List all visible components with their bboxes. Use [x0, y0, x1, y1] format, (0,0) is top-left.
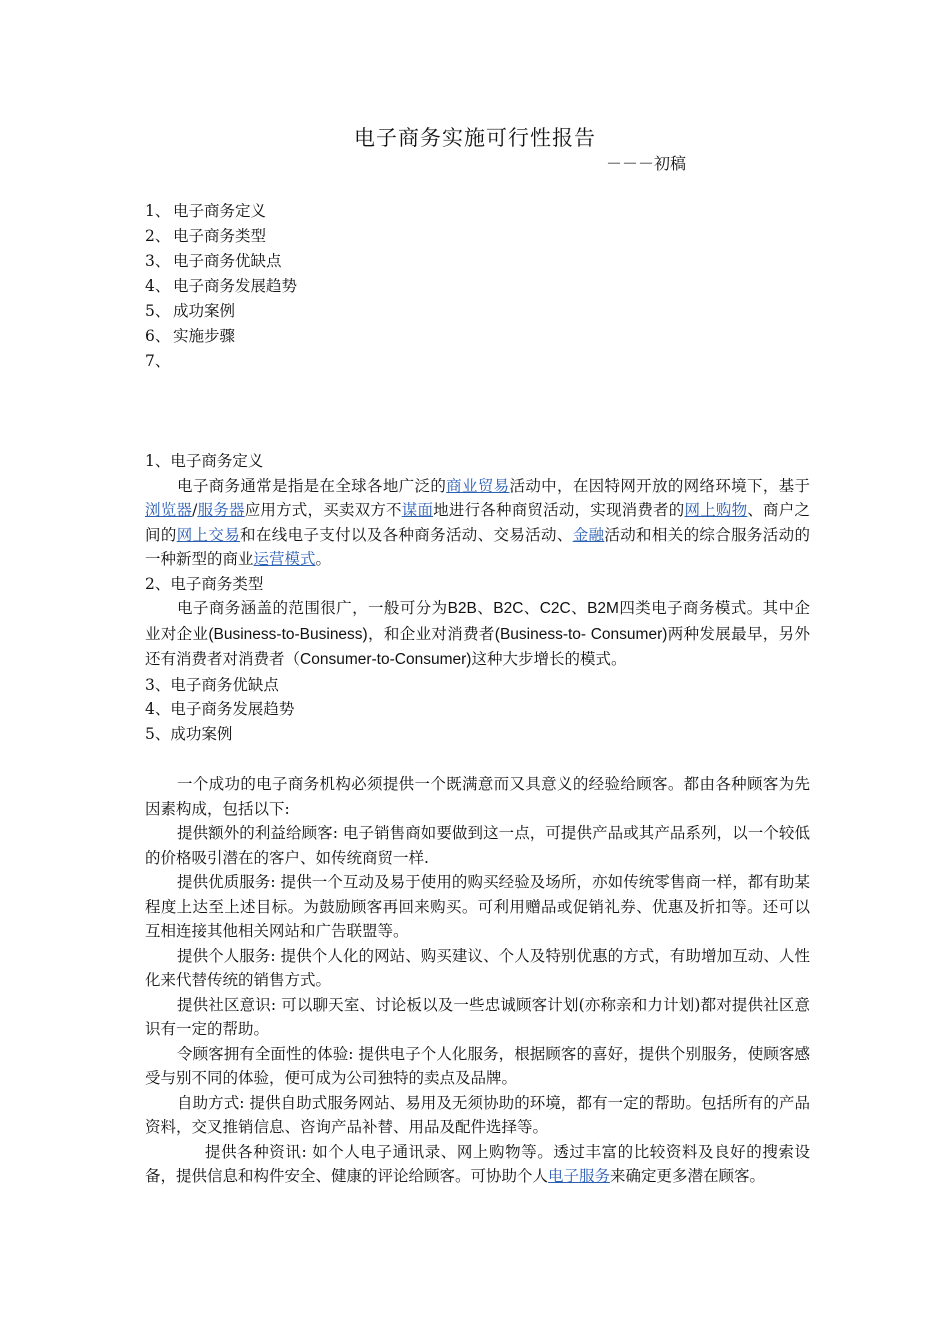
case-paragraph-self-service: 自助方式: 提供自助式服务网站、易用及无须协助的环境，都有一定的帮助。包括所有的产品资料，交叉推销信息、咨询产品补替、用品及配件选择等。: [145, 1093, 810, 1136]
section-3-heading: 3、电子商务优缺点: [145, 675, 279, 694]
link-meeting[interactable]: 谋面: [401, 501, 434, 519]
toc-item: 2、 电子商务类型: [145, 227, 267, 245]
link-finance[interactable]: 金融: [572, 525, 605, 544]
link-e-service[interactable]: 电子服务: [548, 1167, 611, 1185]
section-2-paragraph: 电子商务涵盖的范围很广，一般可分为B2B、B2C、C2C、B2M四类电子商务模式。其中企业对企业(Business-to-Business)，和企业对消费者(Business-to- Consumer)两种发展最早，另外还有消费者对消费者（Consumer-to-Consumer)这种大步增长的模式。: [145, 599, 810, 668]
section-4-heading: 4、电子商务发展趋势: [145, 700, 295, 718]
link-online-shopping[interactable]: 网上购物: [684, 501, 748, 519]
link-browser[interactable]: 浏览器: [145, 501, 193, 519]
link-business-model[interactable]: 运营模式: [253, 550, 316, 568]
document-subtitle: －－－初稿: [606, 154, 687, 173]
toc-item: 6、 实施步骤: [145, 327, 236, 345]
section-5-content: [145, 772, 810, 1189]
link-server[interactable]: 服务器: [197, 501, 245, 519]
case-paragraph-quality-service: 提供优质服务: 提供一个互动及易于使用的购买经验及场所，亦如传统零售商一样，都有助某程度上达至上述目标。为鼓励顾客再回来购买。可利用赠品或促销礼券、优惠及折扣等。还可以互相连接其他相关网站和广告联盟等。: [145, 873, 810, 940]
section-5-heading: 5、成功案例: [145, 724, 233, 743]
case-paragraph-intro: 一个成功的电子商务机构必须提供一个既满意而又具意义的经验给顾客。都由各种顾客为先因素构成，包括以下:: [145, 775, 810, 818]
link-online-trading[interactable]: 网上交易: [176, 525, 241, 544]
case-paragraph-community: 提供社区意识: 可以聊天室、讨论板以及一些忠诚顾客计划(亦称亲和力计划)都对提供社区意识有一定的帮助。: [145, 995, 810, 1038]
section-1-paragraph: 电子商务通常是指是在全球各地广泛的商业贸易活动中，在因特网开放的网络环境下，基于浏览器/服务器应用方式，买卖双方不谋面地进行各种商贸活动，实现消费者的网上购物、商户之间的网上交易和在线电子支付以及各种商务活动、交易活动、金融活动和相关的综合服务活动的一种新型的商业运营模式。: [145, 476, 810, 568]
toc-item: 5、 成功案例: [145, 302, 236, 320]
section-2-heading: 2、电子商务类型: [145, 574, 264, 593]
sections-1-2: [145, 449, 810, 746]
case-paragraph-extra-benefit: 提供额外的利益给顾客: 电子销售商如要做到这一点，可提供产品或其产品系列，以一个较低的价格吸引潜在的客户、如传统商贸一样.: [145, 824, 810, 867]
toc-item: 1、 电子商务定义: [145, 202, 267, 220]
document-title: 电子商务实施可行性报告: [354, 126, 596, 150]
case-paragraph-information: 提供各种资讯: 如个人电子通讯录、网上购物等。透过丰富的比较资料及良好的搜索设备，提供信息和构件安全、健康的评论给顾客。可协助个人电子服务来确定更多潜在顾客。: [145, 1142, 810, 1185]
toc-item: 7、: [145, 352, 171, 370]
case-paragraph-personal-service: 提供个人服务: 提供个人化的网站、购买建议、个人及特别优惠的方式，有助增加互动、人性化来代替传统的销售方式。: [145, 946, 810, 989]
link-commerce-trade[interactable]: 商业贸易: [446, 476, 510, 495]
section-1-heading: 1、电子商务定义: [145, 452, 264, 470]
toc-item: 4、 电子商务发展趋势: [145, 277, 298, 295]
toc-item: 3、 电子商务优缺点: [145, 252, 282, 270]
case-paragraph-full-experience: 令顾客拥有全面性的体验: 提供电子个人化服务，根据顾客的喜好，提供个别服务，使顾客感受与别不同的体验，便可成为公司独特的卖点及品牌。: [145, 1044, 810, 1087]
